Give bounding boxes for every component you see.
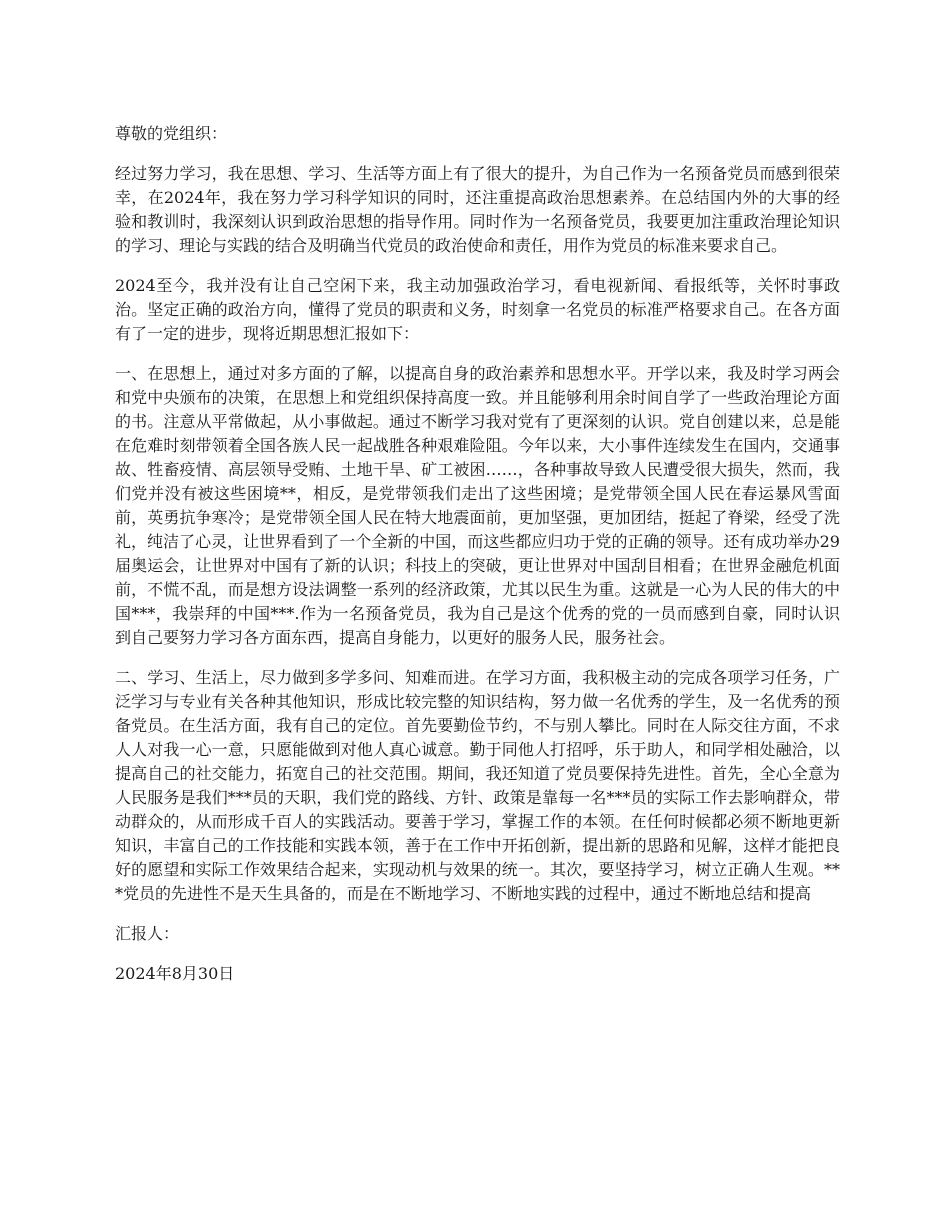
letter-page (115, 122, 840, 1002)
paragraph-intro: 经过努力学习，我在思想、学习、生活等方面上有了很大的提升，为自己作为一名预备党员而感到很荣幸，在2024年，我在努力学习科学知识的同时，还注重提高政治思想素养。在总结国内外的大事的经验和教训时，我深刻认识到政治思想的指导作用。同时作为一名预备党员，我要更加注重政治理论知识的学习、理论与实践的结合及明确当代党员的政治使命和责任，用作为党员的标准来要求自己。 (115, 164, 840, 255)
paragraph-study-since: 2024至今，我并没有让自己空闲下来，我主动加强政治学习，看电视新闻、看报纸等，关怀时事政治。坚定正确的政治方向，懂得了党员的职责和义务，时刻拿一名党员的标准严格要求自己。在各方面有了一定的进步，现将近期思想汇报如下： (115, 276, 840, 343)
signature-line: 汇报人： (115, 924, 180, 943)
paragraph-thought: 一、在思想上，通过对多方面的了解，以提高自身的政治素养和思想水平。开学以来，我及时学习两会和党中央颁布的决策，在思想上和党组织保持高度一致。并且能够利用余时间自学了一些政治理论方面的书。注意从平常做起，从小事做起。通过不断学习我对党有了更深刻的认识。党自创建以来，总是能在危难时刻带领着全国各族人民一起战胜各种艰难险阻。今年以来，大小事件连续发生在国内，交通事故、牲畜疫情、高层领导受贿、土地干旱、矿工被困……，各种事故导致人民遭受很大损失，然而，我们党并没有被这些困境**，相反，是党带领我们走出了这些困境；是党带领全国人民在春运暴风雪面前，英勇抗争寒冷；是党带领全国人民在特大地震面前，更加坚强，更加团结，挺起了脊梁，经受了洗礼，纯洁了心灵，让世界看到了一个全新的中国，而这些都应归功于党的正确的领导。还有成功举办29届奥运会，让世界对中国有了新的认识；科技上的突破，更让世界对中国刮目相看；在世界金融危机面前，不慌不乱，而是想方设法调整一系列的经济政策，尤其以民生为重。这就是一心为人民的伟大的中国***，我崇拜的中国***.作为一名预备党员，我为自己是这个优秀的党的一员而感到自豪，同时认识到自己要努力学习各方面东西，提高自身能力，以更好的服务人民，服务社会。 (115, 364, 840, 647)
paragraph-study-life: 二、学习、生活上，尽力做到多学多问、知难而进。在学习方面，我积极主动的完成各项学习任务，广泛学习与专业有关各种其他知识，形成比较完整的知识结构，努力做一名优秀的学生，及一名优秀的预备党员。在生活方面，我有自己的定位。首先要勤俭节约，不与别人攀比。同时在人际交往方面，不求人人对我一心一意，只愿能做到对他人真心诚意。勤于同他人打招呼，乐于助人，和同学相处融洽，以提高自己的社交能力，拓宽自己的社交范围。期间，我还知道了党员要保持先进性。首先，全心全意为人民服务是我们***员的天职，我们党的路线、方针、政策是靠每一名***员的实际工作去影响群众，带动群众的，从而形成千百人的实践活动。要善于学习，掌握工作的本领。在任何时候都必须不断地更新知识，丰富自己的工作技能和实践本领，善于在工作中开拓创新，提出新的思路和见解，这样才能把良好的愿望和实际工作效果结合起来，实现动机与效果的统一。其次，要坚持学习，树立正确人生观。***党员的先进性不是天生具备的，而是在不断地学习、不断地实践的过程中，通过不断地总结和提高 (115, 668, 840, 903)
salutation: 尊敬的党组织： (115, 124, 228, 143)
report-date: 2024年8月30日 (115, 964, 235, 983)
